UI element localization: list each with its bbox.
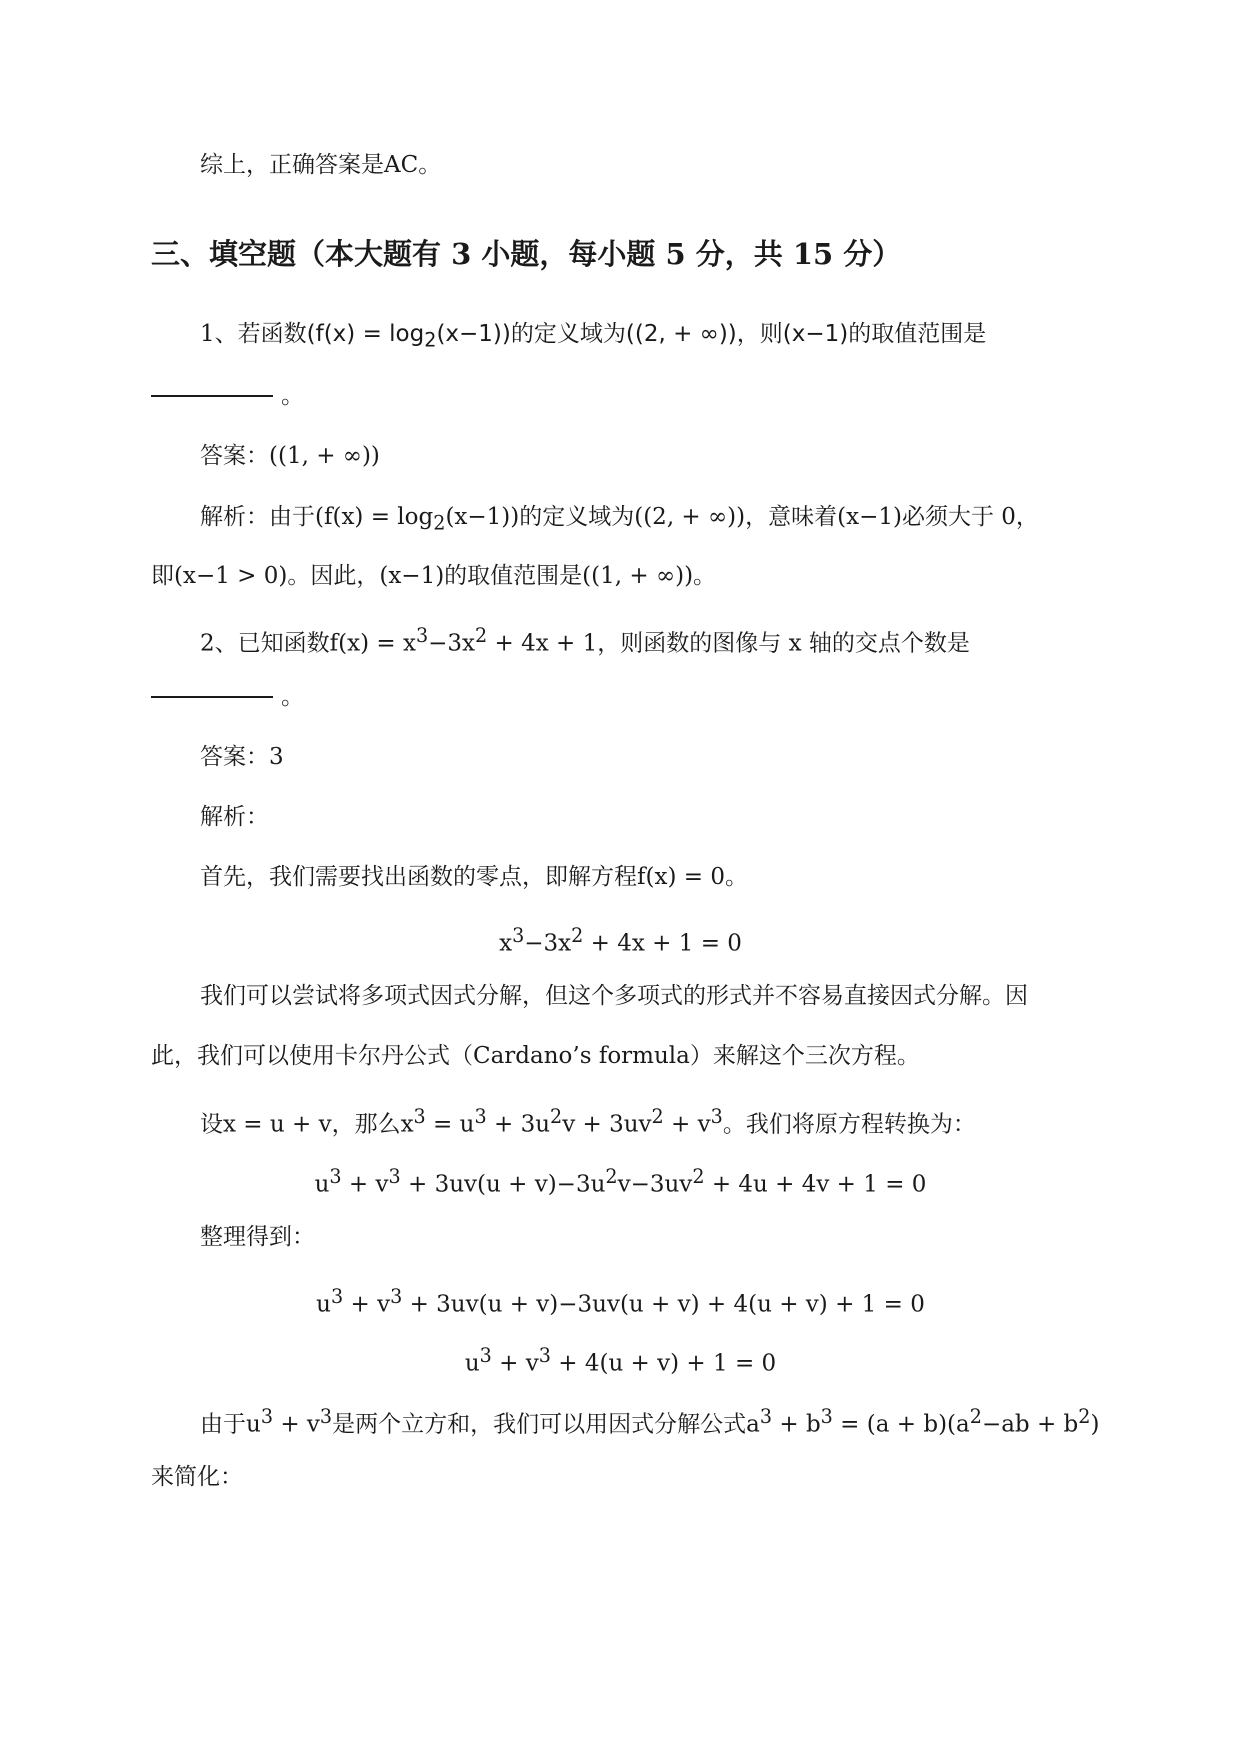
answer-1: 答案：((1, + ∞)) (200, 443, 380, 469)
sum-of-cubes-line: 由于$u^3 + v^3$是两个立方和，我们可以用因式分解公式$a^3 + b^3 = (a + b)(a^2-ab + b^2)$ (200, 1405, 1100, 1438)
answer-blank-2: 。 (151, 681, 304, 713)
analysis-2-paragraph-line-2: 此，我们可以使用卡尔丹公式（Cardano’s formula）来解这个三次方程。 (151, 1043, 920, 1069)
conclusion-line: 综上，正确答案是AC。 (200, 152, 442, 178)
section-heading: 三、填空题（本大题有 3 小题，每小题 5 分，共 15 分） (151, 237, 902, 271)
equation-2: $u^3 + v^3 + 3uv(u + v)-3u^2v-3uv^2 + 4u + 4v + 1 = 0$ (314, 1165, 927, 1198)
simplify-label: 整理得到： (200, 1224, 315, 1250)
equation-1: $x^3-3x^2 + 4x + 1 = 0$ (499, 924, 742, 957)
answer-blank-1: 。 (151, 380, 304, 412)
question-1-text: 1、若函数$(f(x) = \log_2(x-1))$的定义域为((2, + ∞))，则(x−1)的取值范围是 (200, 321, 987, 352)
analysis-1-line-2: 即(x−1 > 0)。因此，(x−1)的取值范围是((1, + ∞))。 (151, 563, 717, 589)
question-2-text: 2、已知函数$f(x) = x^3-3x^2 + 4x + 1$，则函数的图像与 x 轴的交点个数是 (200, 624, 970, 657)
equation-3: $u^3 + v^3 + 3uv(u + v)-3uv(u + v) + 4(u + v) + 1 = 0$ (316, 1285, 925, 1318)
equation-4: $u^3 + v^3 + 4(u + v) + 1 = 0$ (464, 1344, 777, 1377)
analysis-1-line-1: 解析：由于$(f(x) = \log_2(x-1))$的定义域为((2, + ∞))，意味着(x−1)必须大于 0， (200, 504, 1039, 535)
analysis-2-paragraph-line-1: 我们可以尝试将多项式因式分解，但这个多项式的形式并不容易直接因式分解。因 (200, 983, 1028, 1009)
analysis-2-step-1: 首先，我们需要找出函数的零点，即解方程f(x) = 0。 (200, 864, 748, 890)
final-line: 来简化： (151, 1464, 243, 1490)
analysis-2-label: 解析： (200, 804, 269, 830)
answer-2: 答案：3 (200, 744, 284, 770)
substitution-line: 设x = u + v，那么$x^3 = u^3 + 3u^2v + 3uv^2 + v^3$。我们将原方程转换为： (200, 1105, 976, 1138)
